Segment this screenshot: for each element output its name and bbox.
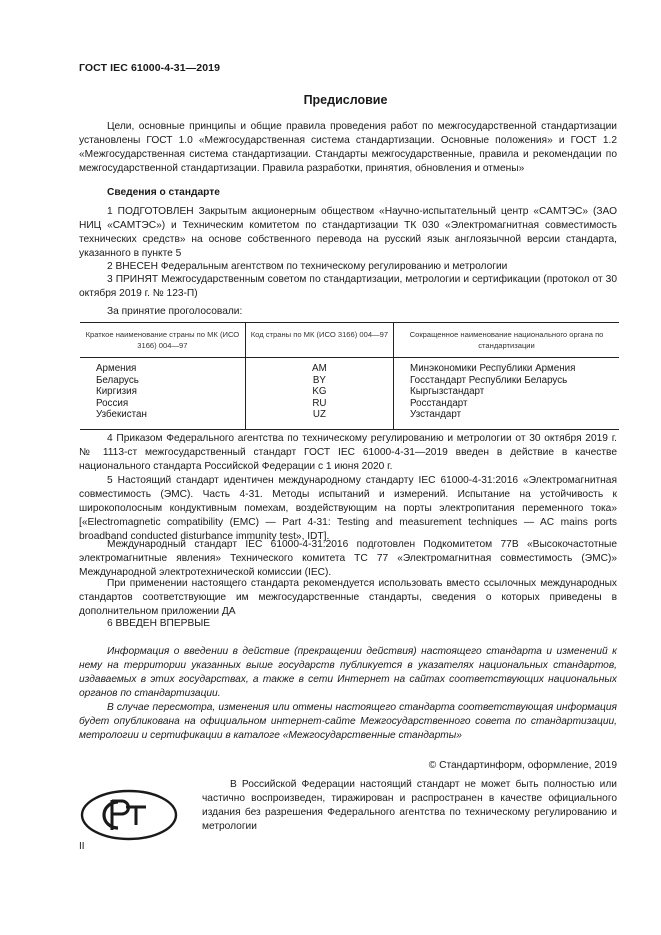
country-name: Беларусь	[96, 374, 139, 386]
item-5-subcommittee-paragraph: Международный стандарт IEC 61000-4-31:2016 подготовлен Подкомитетом 77В «Высокочастотные электромагнитные явления» Технического комитета ТС 77 «Электромагнитная совместимость (ЭМС)» Международной электротехнической комиссии (IEC).	[79, 539, 617, 579]
header-country-name: Краткое наименование страны по МК (ИСО 3166) 004—97	[80, 323, 245, 358]
table-row	[80, 358, 619, 375]
copyright-line: © Стандартинформ, оформление, 2019	[428, 760, 617, 771]
country-name: Армения	[96, 363, 137, 374]
item-5-usage-paragraph: При применении настоящего стандарта рекомендуется использовать вместо ссылочных международных стандартов соответствующие им межгосударственные стандарты, сведения о которых приведены в дополнительном приложении ДА	[79, 578, 617, 618]
table-row	[80, 398, 619, 410]
implementation-info-note: Информация о введении в действие (прекращении действия) настоящего стандарта и изменений к нему на территории указанных выше государств публикуется в указателях национальных стандартов, издаваемых в этих государствах, а также в сети Интернет на сайтах соответствующих национальных органов по стандартизации.	[79, 646, 617, 700]
rst-mark-icon	[80, 789, 178, 841]
country-name: Киргизия	[96, 386, 137, 398]
standards-body: Госстандарт Республики Беларусь	[394, 375, 619, 387]
standards-body: Минэкономики Республики Армения	[394, 358, 619, 375]
item-4-paragraph: 4 Приказом Федерального агентства по техническому регулированию и метрологии от 30 октября 2019 г. № 1113-ст межгосударственный стандарт ГОСТ IEC 61000-4-31—2019 введен в действие в качестве национального стандарта Российской Федерации с 1 июня 2020 г.	[79, 433, 617, 473]
header-standards-body: Сокращенное наименование национального органа по стандартизации	[394, 323, 619, 358]
document-code: ГОСТ IEC 61000-4-31—2019	[79, 62, 221, 74]
table-row	[80, 375, 619, 387]
country-code: UZ	[245, 409, 393, 429]
country-code: RU	[245, 398, 393, 410]
item-6-paragraph: 6 ВВЕДЕН ВПЕРВЫЕ	[107, 618, 211, 629]
item-2-paragraph: 2 ВНЕСЕН Федеральным агентством по техническому регулированию и метрологии	[107, 261, 508, 272]
reproduction-notice: В Российской Федерации настоящий стандарт не может быть полностью или частично воспроизведен, тиражирован и распространен в качестве официального издания без разрешения Федерального агентства по техническому регулированию и метрологии	[202, 779, 617, 833]
country-name: Россия	[96, 397, 129, 409]
revision-info-note: В случае пересмотра, изменения или отмены настоящего стандарта соответствующая информация будет опубликована на официальном интернет-сайте Межгосударственного совета по стандартизации, метрологии и сертификации в каталоге «Межгосударственные стандарты»	[79, 702, 617, 742]
standards-body: Узстандарт	[394, 409, 619, 429]
item-1-paragraph: 1 ПОДГОТОВЛЕН Закрытым акционерным обществом «Научно-испытательный центр «САМТЭС» (ЗАО НИЦ «САМТЭС») и Техническим комитетом по стандартизации ТК 030 «Электромагнитная совместимость технических средств» на основе собственного перевода на русский язык англоязычной версии стандарта, указанного в пункте 5	[79, 206, 617, 260]
item-5-paragraph: 5 Настоящий стандарт идентичен международному стандарту IEC 61000-4-31:2016 «Электромагнитная совместимость (ЭМС). Часть 4-31. Методы испытаний и измерений. Испытание на устойчивость к широкополосным кондуктивным помехам, воздействующим на порты электропитания переменного тока» [«Electromagnetic compatibility (EMC) — Part 4-31: Testing and measurement techniques — AC mains ports broadband conducted disturbance immunity test», IDT].	[79, 475, 617, 543]
info-heading: Сведения о стандарте	[107, 187, 220, 198]
countries-table	[80, 322, 619, 430]
country-code: KG	[245, 386, 393, 398]
country-name: Узбекистан	[80, 409, 245, 429]
page-number: II	[79, 841, 85, 852]
page-title: Предисловие	[303, 93, 388, 107]
voted-label: За принятие проголосовали:	[107, 306, 243, 317]
country-code: BY	[245, 375, 393, 387]
intro-paragraph: Цели, основные принципы и общие правила проведения работ по межгосударственной стандартизации установлены ГОСТ 1.0 «Межгосударственная система стандартизации. Основные положения» и ГОСТ 1.2 «Межгосударственная система стандартизации. Стандарты межгосударственные, правила и рекомендации по межгосударственной стандартизации. Правила разработки, принятия, обновления и отмены»	[79, 121, 617, 175]
item-3-paragraph: 3 ПРИНЯТ Межгосударственным советом по стандартизации, метрологии и сертификации (протокол от 30 октября 2019 г. № 123-П)	[79, 274, 617, 300]
table-header-row	[80, 323, 619, 358]
table-row	[80, 409, 619, 429]
table-row	[80, 386, 619, 398]
standards-body: Кыргызстандарт	[394, 386, 619, 398]
header-country-code: Код страны по МК (ИСО 3166) 004—97	[245, 323, 393, 358]
standards-body: Росстандарт	[394, 398, 619, 410]
country-code: AM	[245, 358, 393, 375]
